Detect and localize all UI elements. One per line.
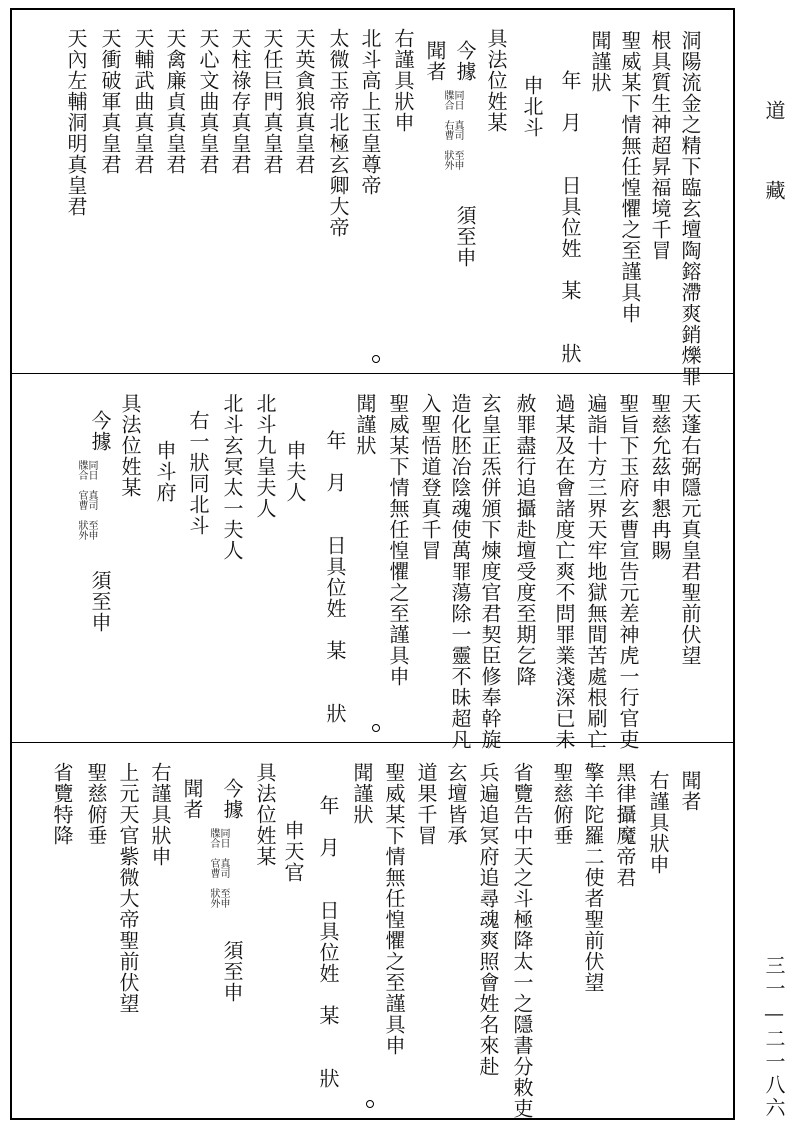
text-column: 省覽告中天之斗極降太一之隱書分敕吏 — [510, 762, 534, 1119]
text-column: 須至申 — [453, 205, 477, 268]
text-column: 天禽廉貞真皇君 — [163, 28, 187, 175]
small-note: 真司 — [452, 120, 463, 140]
text-column: 擎羊陀羅二使者聖前伏望 — [581, 762, 605, 993]
text-column: 洞陽流金之精下臨玄壇陶鎔滯爽銷爍罪 — [678, 30, 702, 387]
small-note: 牒合 — [442, 90, 453, 110]
text-column: 聞謹狀 — [350, 762, 374, 825]
text-column: 今據 — [88, 410, 112, 452]
small-note: 同日 — [86, 460, 97, 480]
circle-mark — [372, 724, 380, 732]
text-column: 北斗玄冥太一夫人 — [220, 393, 244, 561]
text-column: 北斗高上玉皇尊帝 — [358, 28, 382, 196]
margin-char: 道 — [762, 100, 786, 180]
text-column: 聖旨下玉府玄曹宣告元差神虎一行官吏 — [616, 393, 640, 750]
text-column: 天衝破軍真皇君 — [98, 28, 122, 175]
text-column: 天心文曲真皇君 — [196, 28, 220, 175]
text-column: 過某及在會諸度亡爽不問罪業淺深已未 — [552, 393, 576, 750]
text-column: 玄壇皆承 — [444, 762, 468, 846]
text-column: 北斗九皇夫人 — [253, 393, 277, 519]
text-column: 道果千冒 — [414, 762, 438, 846]
small-note: 至申 — [452, 150, 463, 170]
small-note: 牒合 — [76, 460, 87, 480]
small-note: 官曹 — [76, 490, 87, 510]
small-note: 同日 — [218, 828, 229, 848]
circle-mark — [372, 355, 380, 363]
date-line: 年 月 日具位姓 某 狀 — [316, 795, 340, 1089]
text-column: 赦罪盡行追攝赴壇受度至期乞降 — [513, 393, 537, 687]
small-note: 至申 — [86, 520, 97, 540]
small-note: 右曹 — [442, 120, 453, 140]
text-column: 造化胚冶陰魂使萬罪蕩除一靈不昧超凡 — [448, 393, 472, 750]
text-column: 右謹具狀申 — [646, 770, 670, 875]
text-column: 兵遍追冥府追尋魂爽照會姓名來赴 — [476, 762, 500, 1077]
margin-char: 藏 — [762, 180, 786, 260]
text-column: 申北斗 — [520, 75, 544, 138]
panel-divider — [12, 373, 733, 374]
circle-mark — [366, 1100, 374, 1108]
text-column: 太微玉帝北極玄卿大帝 — [326, 28, 350, 238]
text-column: 聞者 — [180, 778, 204, 820]
date-line: 年 月 日具位姓 某 狀 — [323, 430, 347, 724]
text-column: 須至申 — [88, 570, 112, 633]
text-column: 聖威某下情無任惶懼之至謹具申 — [386, 393, 410, 687]
text-column: 根具質生神超昇福境千冒 — [648, 30, 672, 261]
text-column: 聖慈俯垂 — [550, 762, 574, 846]
text-column: 右謹具狀申 — [148, 762, 172, 867]
small-note: 同日 — [452, 90, 463, 110]
text-column: 省覽特降 — [50, 762, 74, 846]
date-line: 年 月 日具位姓 某 狀 — [558, 70, 582, 364]
text-column: 天蓬右弼隱元真皇君聖前伏望 — [678, 393, 702, 666]
text-column: 須至申 — [220, 940, 244, 1003]
text-column: 聞者 — [423, 40, 447, 82]
margin-label — [760, 100, 789, 260]
text-column: 聖慈允茲申懇冉賜 — [648, 393, 672, 561]
text-column: 入聖悟道登真千冒 — [418, 393, 442, 561]
text-column: 聞謹狀 — [353, 393, 377, 456]
text-column: 申天官 — [281, 820, 305, 883]
text-column: 具法位姓某 — [118, 393, 142, 498]
text-column: 玄皇正炁併頒下煉度官君契臣修奉幹旋 — [478, 393, 502, 750]
text-column: 聞謹狀 — [588, 30, 612, 93]
small-note: 狀外 — [76, 520, 87, 540]
text-column: 申夫人 — [283, 440, 307, 503]
text-column: 天任巨門真皇君 — [260, 28, 284, 175]
page-number: 三一—二一八六 — [762, 955, 786, 1120]
text-column: 今據 — [453, 40, 477, 82]
small-note: 狀外 — [208, 888, 219, 908]
text-column: 聖威某下情無任惶懼之至謹具申 — [382, 762, 406, 1056]
small-note: 真司 — [218, 858, 229, 878]
text-column: 聖慈俯垂 — [84, 762, 108, 846]
text-column: 上元天官紫微大帝聖前伏望 — [116, 762, 140, 1014]
text-column: 遍詣十方三界天牢地獄無間苦處根刷亡 — [584, 393, 608, 750]
text-column: 天輔武曲真皇君 — [131, 28, 155, 175]
small-note: 官曹 — [208, 858, 219, 878]
text-column: 天英貪狼真皇君 — [292, 28, 316, 175]
small-note: 狀外 — [442, 150, 453, 170]
small-note: 真司 — [86, 490, 97, 510]
text-column: 黑律攝魔帝君 — [613, 762, 637, 888]
text-column: 右謹具狀申 — [391, 28, 415, 133]
text-column: 聖威某下情無任惶懼之至謹具申 — [618, 30, 642, 324]
text-column: 今據 — [220, 778, 244, 820]
text-column: 聞者 — [678, 770, 702, 812]
text-column: 天內左輔洞明真皇君 — [64, 28, 88, 217]
text-column: 具法位姓某 — [484, 28, 508, 133]
small-note: 至申 — [218, 888, 229, 908]
text-column: 具法位姓某 — [253, 762, 277, 867]
text-column: 右一狀同北斗 — [186, 410, 210, 536]
small-note: 牒合 — [208, 828, 219, 848]
text-column: 天柱祿存真皇君 — [228, 28, 252, 175]
text-column: 申斗府 — [153, 440, 177, 503]
